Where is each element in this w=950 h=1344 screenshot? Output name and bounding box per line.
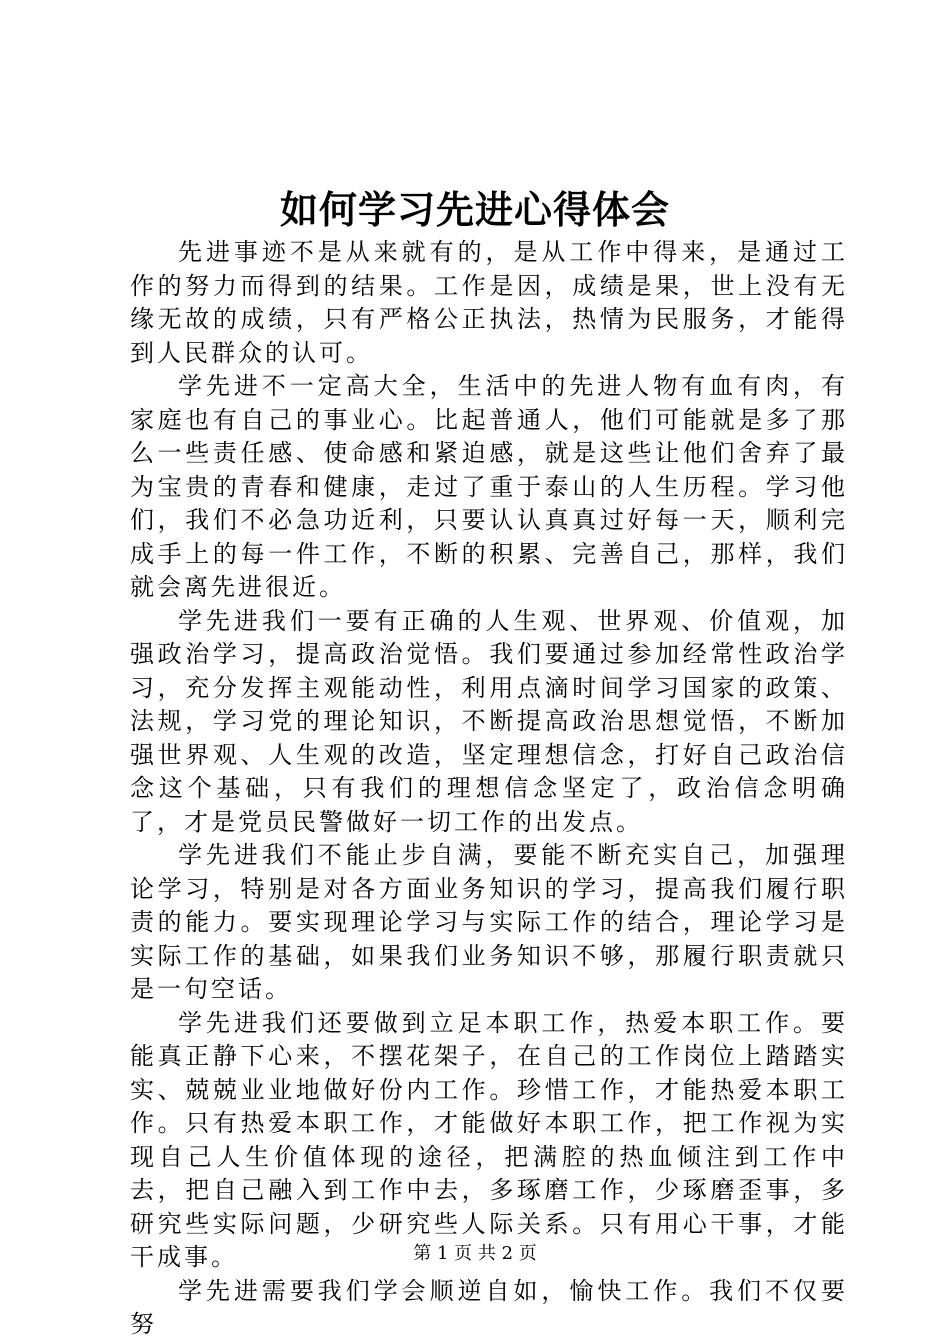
paragraph: 学先进需要我们学会顺逆自如，愉快工作。我们不仅要努 [130,1276,848,1338]
paragraph: 先进事迹不是从来就有的，是从工作中得来，是通过工作的努力而得到的结果。工作是因，成绩是果，世上没有无缘无故的成绩，只有严格公正执法，热情为民服务，才能得到人民群众的认可。 [130,238,848,367]
document-title: 如何学习先进心得体会 [279,187,670,232]
document-body [130,236,848,1342]
paragraph: 学先进不一定高大全，生活中的先进人物有血有肉，有家庭也有自己的事业心。比起普通人，他们可能就是多了那么一些责任感、使命感和紧迫感，就是这些让他们舍弃了最为宝贵的青春和健康，走过了重于泰山的人生历程。学习他们，我们不必急功近利，只要认认真真过好每一天，顺利完成手上的每一件工作，不断的积累、完善自己，那样，我们就会离先进很近。 [130,372,848,601]
paragraph: 学先进我们不能止步自满，要能不断充实自己，加强理论学习，特别是对各方面业务知识的学习，提高我们履行职责的能力。要实现理论学习与实际工作的结合，理论学习是实际工作的基础，如果我们业务知识不够，那履行职责就只是一句空话。 [130,841,848,1003]
page-number-footer: 第 1 页 共 2 页 [413,1243,537,1264]
paragraph: 学先进我们还要做到立足本职工作，热爱本职工作。要能真正静下心来，不摆花架子，在自己的工作岗位上踏踏实实、兢兢业业地做好份内工作。珍惜工作，才能热爱本职工作。只有热爱本职工作，才能做好本职工作，把工作视为实现自己人生价值体现的途径，把满腔的热血倾注到工作中去，把自己融入到工作中去，多琢磨工作，少琢磨歪事，多研究些实际问题，少研究些人际关系。只有用心干事，才能干成事。 [130,1008,848,1271]
paragraph: 学先进我们一要有正确的人生观、世界观、价值观，加强政治学习，提高政治觉悟。我们要通过参加经常性政治学习，充分发挥主观能动性，利用点滴时间学习国家的政策、法规，学习党的理论知识，不断提高政治思想觉悟，不断加强世界观、人生观的改造，坚定理想信念，打好自己政治信念这个基础，只有我们的理想信念坚定了，政治信念明确了，才是党员民警做好一切工作的出发点。 [130,606,848,836]
